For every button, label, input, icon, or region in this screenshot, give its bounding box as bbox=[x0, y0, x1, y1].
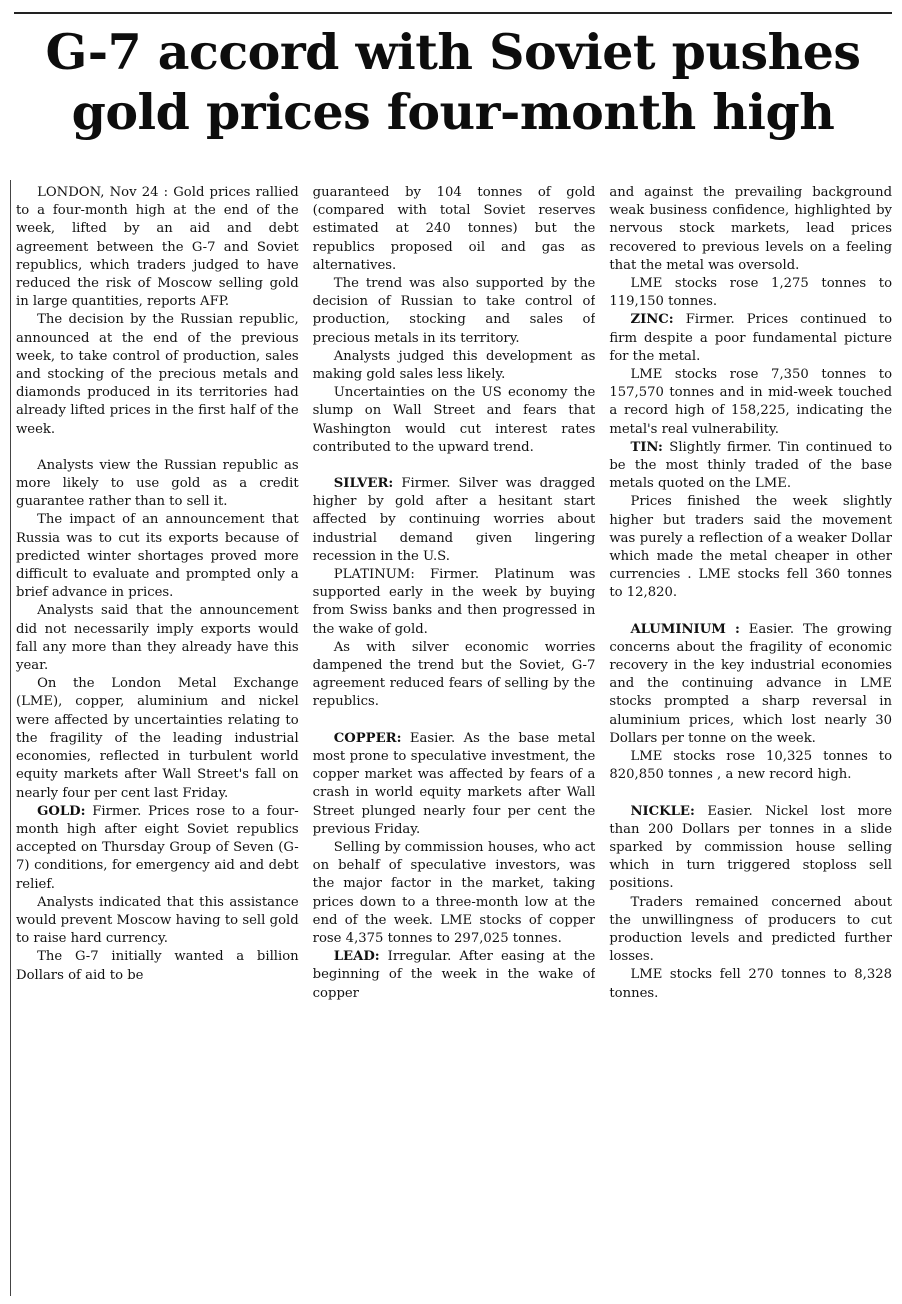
paragraph: Prices finished the week slightly higher but traders said the movement was purely a reflection of a weaker Dollar which made the metal cheaper in other currencies . LME stocks fell 360 tonnes to 12,820. bbox=[609, 494, 893, 601]
paragraph: and against the prevailing background weak business confidence, highlighted by nervous stock markets, lead prices recovered to previous levels on a feeling that the metal was oversold. bbox=[609, 185, 893, 273]
column-1 bbox=[16, 184, 299, 1298]
section-label-nickle: NICKLE: bbox=[630, 803, 695, 819]
column-3 bbox=[609, 184, 892, 1298]
paragraph bbox=[313, 566, 596, 639]
paragraph: LME stocks rose 7,350 tonnes to 157,570 tonnes and in mid-week touched a record high of 158,225, indicating the metal's real vulnerability. bbox=[609, 367, 893, 437]
section-label-tin: TIN: bbox=[630, 439, 663, 455]
top-rule bbox=[14, 12, 892, 14]
article-columns bbox=[16, 184, 892, 1298]
paragraph-text: Gold prices rallied to a four-month high at the end of the week, lifted by an aid and debt agreement between the G-7 and Soviet republics, which traders judged to have reduced the risk of Moscow selling gold in large quantities, reports AFP. bbox=[16, 185, 299, 310]
paragraph bbox=[609, 803, 892, 894]
paragraph-text: Firmer. Prices rose to a four-month high after eight Soviet republics accepted on Thursday Group of Seven (G-7) conditions, for emergency aid and debt relief. bbox=[16, 803, 299, 892]
section-label-gold: GOLD: bbox=[37, 803, 86, 819]
paragraph: The impact of an announcement that Russia was to cut its exports because of predicted winter shortages proved more difficult to evaluate and prompted only a brief advance in prices. bbox=[16, 512, 299, 601]
left-rule bbox=[10, 180, 11, 1296]
paragraph: The decision by the Russian republic, announced at the end of the previous week, to take control of production, sales and stocking of the precious metals and diamonds produced in its territories had already lifted prices in the first half of the week. bbox=[16, 312, 299, 437]
paragraph bbox=[609, 621, 892, 748]
paragraph bbox=[16, 184, 299, 311]
column-2 bbox=[313, 184, 596, 1298]
section-label-silver: SILVER: bbox=[333, 476, 394, 492]
paragraph-text: Easier. The growing concerns about the fragility of economic recovery in the key industrial economies and the continuing advance in LME stocks prompted a sharp reversal in aluminium prices, which lost nearly 30 Dollars per tonne on the week. bbox=[609, 621, 893, 746]
section-label-platinum: PLATINUM: bbox=[333, 567, 415, 583]
paragraph bbox=[313, 475, 596, 566]
paragraph bbox=[16, 803, 299, 894]
paragraph: LME stocks fell 270 tonnes to 8,328 tonnes. bbox=[609, 967, 893, 1001]
paragraph: Analysts indicated that this assistance would prevent Moscow having to sell gold to raise hard currency. bbox=[16, 894, 299, 947]
paragraph-text: Firmer. Prices continued to firm despite a poor fundamental picture for the metal. bbox=[609, 312, 893, 364]
paragraph: LME stocks rose 1,275 tonnes to 119,150 tonnes. bbox=[609, 276, 893, 310]
paragraph bbox=[313, 948, 596, 1003]
section-label-lead: LEAD: bbox=[333, 949, 380, 965]
paragraph: Traders remained concerned about the unwillingness of producers to cut production levels and predicted further losses. bbox=[609, 894, 893, 965]
headline-line-1: G-7 accord with Soviet pushes bbox=[45, 23, 861, 81]
section-label-copper: COPPER: bbox=[333, 730, 402, 746]
paragraph: As with silver economic worries dampened the trend but the Soviet, G-7 agreement reduced fears of selling by the republics. bbox=[312, 639, 596, 710]
paragraph: Uncertainties on the US economy the slump on Wall Street and fears that Washington would cut interest rates contributed to the upward trend. bbox=[312, 385, 596, 455]
paragraph-text: Irregular. After easing at the beginning of the week in the wake of copper bbox=[312, 949, 596, 1001]
section-label-zinc: ZINC: bbox=[630, 312, 674, 328]
paragraph-text: Easier. As the base metal most prone to speculative investment, the copper market was affected by fears of a crash in world equity markets after Wall Street plunged nearly four per cent the previous Friday. bbox=[312, 730, 596, 837]
paragraph-text: Firmer. Silver was dragged higher by gold after a hesitant start affected by continuing worries about industrial demand given lingering recession in the U.S. bbox=[312, 476, 596, 564]
paragraph-text: Firmer. Platinum was supported early in the week by buying from Swiss banks and then progressed in the wake of gold. bbox=[312, 567, 596, 637]
dateline: LONDON, Nov 24 : bbox=[37, 185, 169, 200]
paragraph: Analysts judged this development as making gold sales less likely. bbox=[312, 348, 596, 383]
paragraph: Analysts view the Russian republic as more likely to use gold as a credit guarantee rather than to sell it. bbox=[16, 457, 299, 510]
paragraph bbox=[313, 730, 596, 839]
paragraph bbox=[609, 439, 892, 494]
paragraph: Analysts said that the announcement did not necessarily imply exports would fall any more than they already have this year. bbox=[16, 603, 299, 674]
headline-line-2: gold prices four-month high bbox=[71, 83, 835, 141]
paragraph-text: Slightly firmer. Tin continued to be the most thinly traded of the base metals quoted on the LME. bbox=[609, 439, 893, 492]
section-label-aluminium: ALUMINIUM : bbox=[630, 621, 740, 637]
paragraph-text: Easier. Nickel lost more than 200 Dollars per tonnes in a slide sparked by commission house selling which in turn triggered stoploss sell positions. bbox=[609, 803, 893, 892]
paragraph: On the London Metal Exchange (LME), copper, aluminium and nickel were affected by uncertainties relating to the fragility of the leading industrial economies, reflected in turbulent world equity markets after Wall Street's fall on nearly four per cent last Friday. bbox=[16, 676, 299, 801]
paragraph: The trend was also supported by the decision of Russian to take control of production, stocking and sales of precious metals in its territory. bbox=[312, 276, 596, 346]
paragraph: LME stocks rose 10,325 tonnes to 820,850 tonnes , a new record high. bbox=[609, 749, 893, 783]
headline bbox=[16, 22, 890, 142]
paragraph: Selling by commission houses, who act on behalf of speculative investors, was the major factor in the market, taking prices down to a three-month low at the end of the week. LME stocks of copper rose 4,375 tonnes to 297,025 tonnes. bbox=[312, 839, 596, 946]
paragraph: guaranteed by 104 tonnes of gold (compared with total Soviet reserves estimated at 240 tonnes) but the republics proposed oil and gas as alternatives. bbox=[312, 185, 596, 273]
paragraph bbox=[609, 311, 892, 366]
paragraph: The G-7 initially wanted a billion Dollars of aid to be bbox=[16, 949, 299, 983]
